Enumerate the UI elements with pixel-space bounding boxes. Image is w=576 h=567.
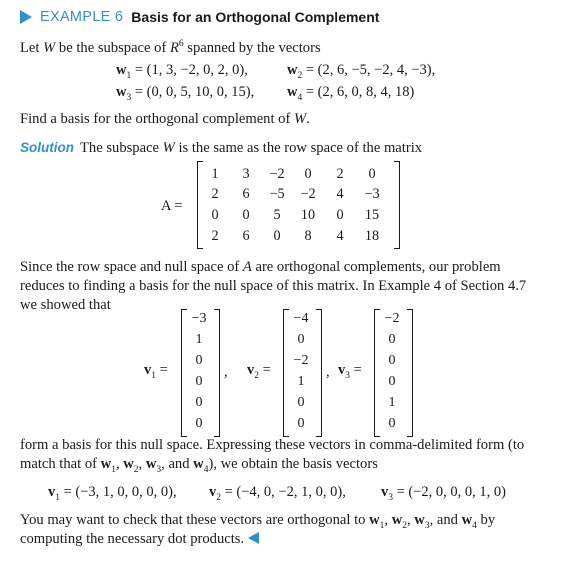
vector-entry: 0 — [195, 395, 203, 410]
matrix-cell: −2 — [269, 166, 285, 182]
matrix-cell: 4 — [336, 228, 344, 244]
example-title: Basis for an Orthogonal Complement — [131, 9, 380, 25]
vector-comma: , — [224, 363, 228, 380]
matrix-right-bracket — [394, 161, 400, 249]
matrix-cell: 8 — [304, 228, 312, 244]
find-line: Find a basis for the orthogonal complement of W. — [20, 111, 310, 127]
solution-label: Solution — [20, 140, 74, 155]
matrix-cell: −3 — [364, 186, 380, 202]
vector-entry: 0 — [297, 395, 305, 410]
para2-line2: reduces to finding a basis for the null space of this matrix. In Example 4 of Section 4.7 — [20, 278, 527, 294]
matrix-label: A = — [161, 198, 183, 214]
example-triangle-icon — [20, 10, 32, 24]
vector-w3: $w_3 = (0$, 0, 5, 10, 0, 15), — [116, 84, 255, 103]
basis-v1: $v_1 = (-3$, 1, 0, 0, 0, 0), — [48, 484, 177, 503]
vector-entry: −3 — [191, 311, 207, 326]
para3-line1: form a basis for this null space. Expressing these vectors in comma-delimited form (to — [20, 437, 525, 453]
matrix-cell: 4 — [336, 186, 344, 202]
vector-entry: 0 — [195, 353, 203, 368]
vector-entry: 0 — [388, 353, 396, 368]
para2-line1: Since the row space and null space of A are orthogonal complements, our problem — [20, 259, 501, 275]
null-vector-label: $v_2$ = — [247, 361, 271, 381]
vector-comma: , — [326, 363, 330, 380]
matrix-cell: 0 — [242, 207, 250, 223]
vector-entry: 0 — [388, 332, 396, 347]
basis-v3: $v_3 = (-2$, 0, 0, 0, 1, 0) — [381, 484, 507, 503]
matrix-cell: 0 — [336, 207, 344, 223]
matrix-cell: 1 — [211, 166, 219, 182]
vector-entry: 1 — [388, 395, 396, 410]
matrix-cell: 2 — [211, 186, 219, 202]
para2-line3: we showed that — [20, 297, 111, 313]
null-vector-label: $v_1$ = — [144, 361, 168, 381]
matrix-cell: 0 — [368, 166, 376, 182]
intro-line: Let W be the subspace of $R^6$ spanned by the vectors — [20, 39, 321, 56]
matrix-cell: 5 — [273, 207, 281, 223]
para4-line2: computing the necessary dot products. — [20, 529, 259, 549]
matrix-cell: 0 — [273, 228, 281, 244]
vector-right-bracket — [214, 309, 220, 437]
vector-entry: 1 — [297, 374, 305, 389]
vector-entry: 0 — [195, 416, 203, 431]
matrix-cell: 6 — [242, 186, 250, 202]
vector-right-bracket — [407, 309, 413, 437]
matrix-cell: 0 — [211, 207, 219, 223]
vector-entry: 0 — [388, 374, 396, 389]
example-label: EXAMPLE 6 — [40, 9, 124, 25]
matrix-cell: 15 — [364, 207, 380, 223]
vector-entry: −2 — [293, 353, 309, 368]
matrix-cell: 2 — [336, 166, 344, 182]
para3-line2: match that of $w_1$, $w_2$, $w_3$, and $w_4$), we obtain the basis vectors — [20, 456, 378, 475]
para4-line1: You may want to check that these vectors are orthogonal to $w_1$, $w_2$, $w_3$, and $w_4$ by — [20, 512, 496, 531]
vector-right-bracket — [316, 309, 322, 437]
vector-w1: $w_1 = (1$, 3, −2, 0, 2, 0), — [116, 62, 248, 81]
vector-entry: 0 — [388, 416, 396, 431]
vector-entry: −2 — [384, 311, 400, 326]
example-heading — [20, 9, 379, 25]
null-vector-label: $v_3$ = — [338, 361, 362, 381]
vector-w4: $w_4 = (2$, 6, 0, 8, 4, 18) — [287, 84, 415, 103]
basis-v2: $v_2 = (-4$, 0, −2, 1, 0, 0), — [209, 484, 346, 503]
matrix-cell: 0 — [304, 166, 312, 182]
matrix-cell: 6 — [242, 228, 250, 244]
end-of-example-icon — [248, 532, 259, 544]
vector-entry: 1 — [195, 332, 203, 347]
matrix-cell: −2 — [300, 186, 316, 202]
vector-entry: −4 — [293, 311, 309, 326]
vector-w2: $w_2 = (2$, 6, −5, −2, 4, −3), — [287, 62, 436, 81]
vector-entry: 0 — [195, 374, 203, 389]
matrix-cell: 3 — [242, 166, 250, 182]
matrix-cell: −5 — [269, 186, 285, 202]
vector-entry: 0 — [297, 332, 305, 347]
matrix-cell: 18 — [364, 228, 380, 244]
matrix-cell: 10 — [300, 207, 316, 223]
vector-entry: 0 — [297, 416, 305, 431]
solution-line: Solution The subspace W is the same as the row space of the matrix — [20, 140, 423, 156]
matrix-cell: 2 — [211, 228, 219, 244]
